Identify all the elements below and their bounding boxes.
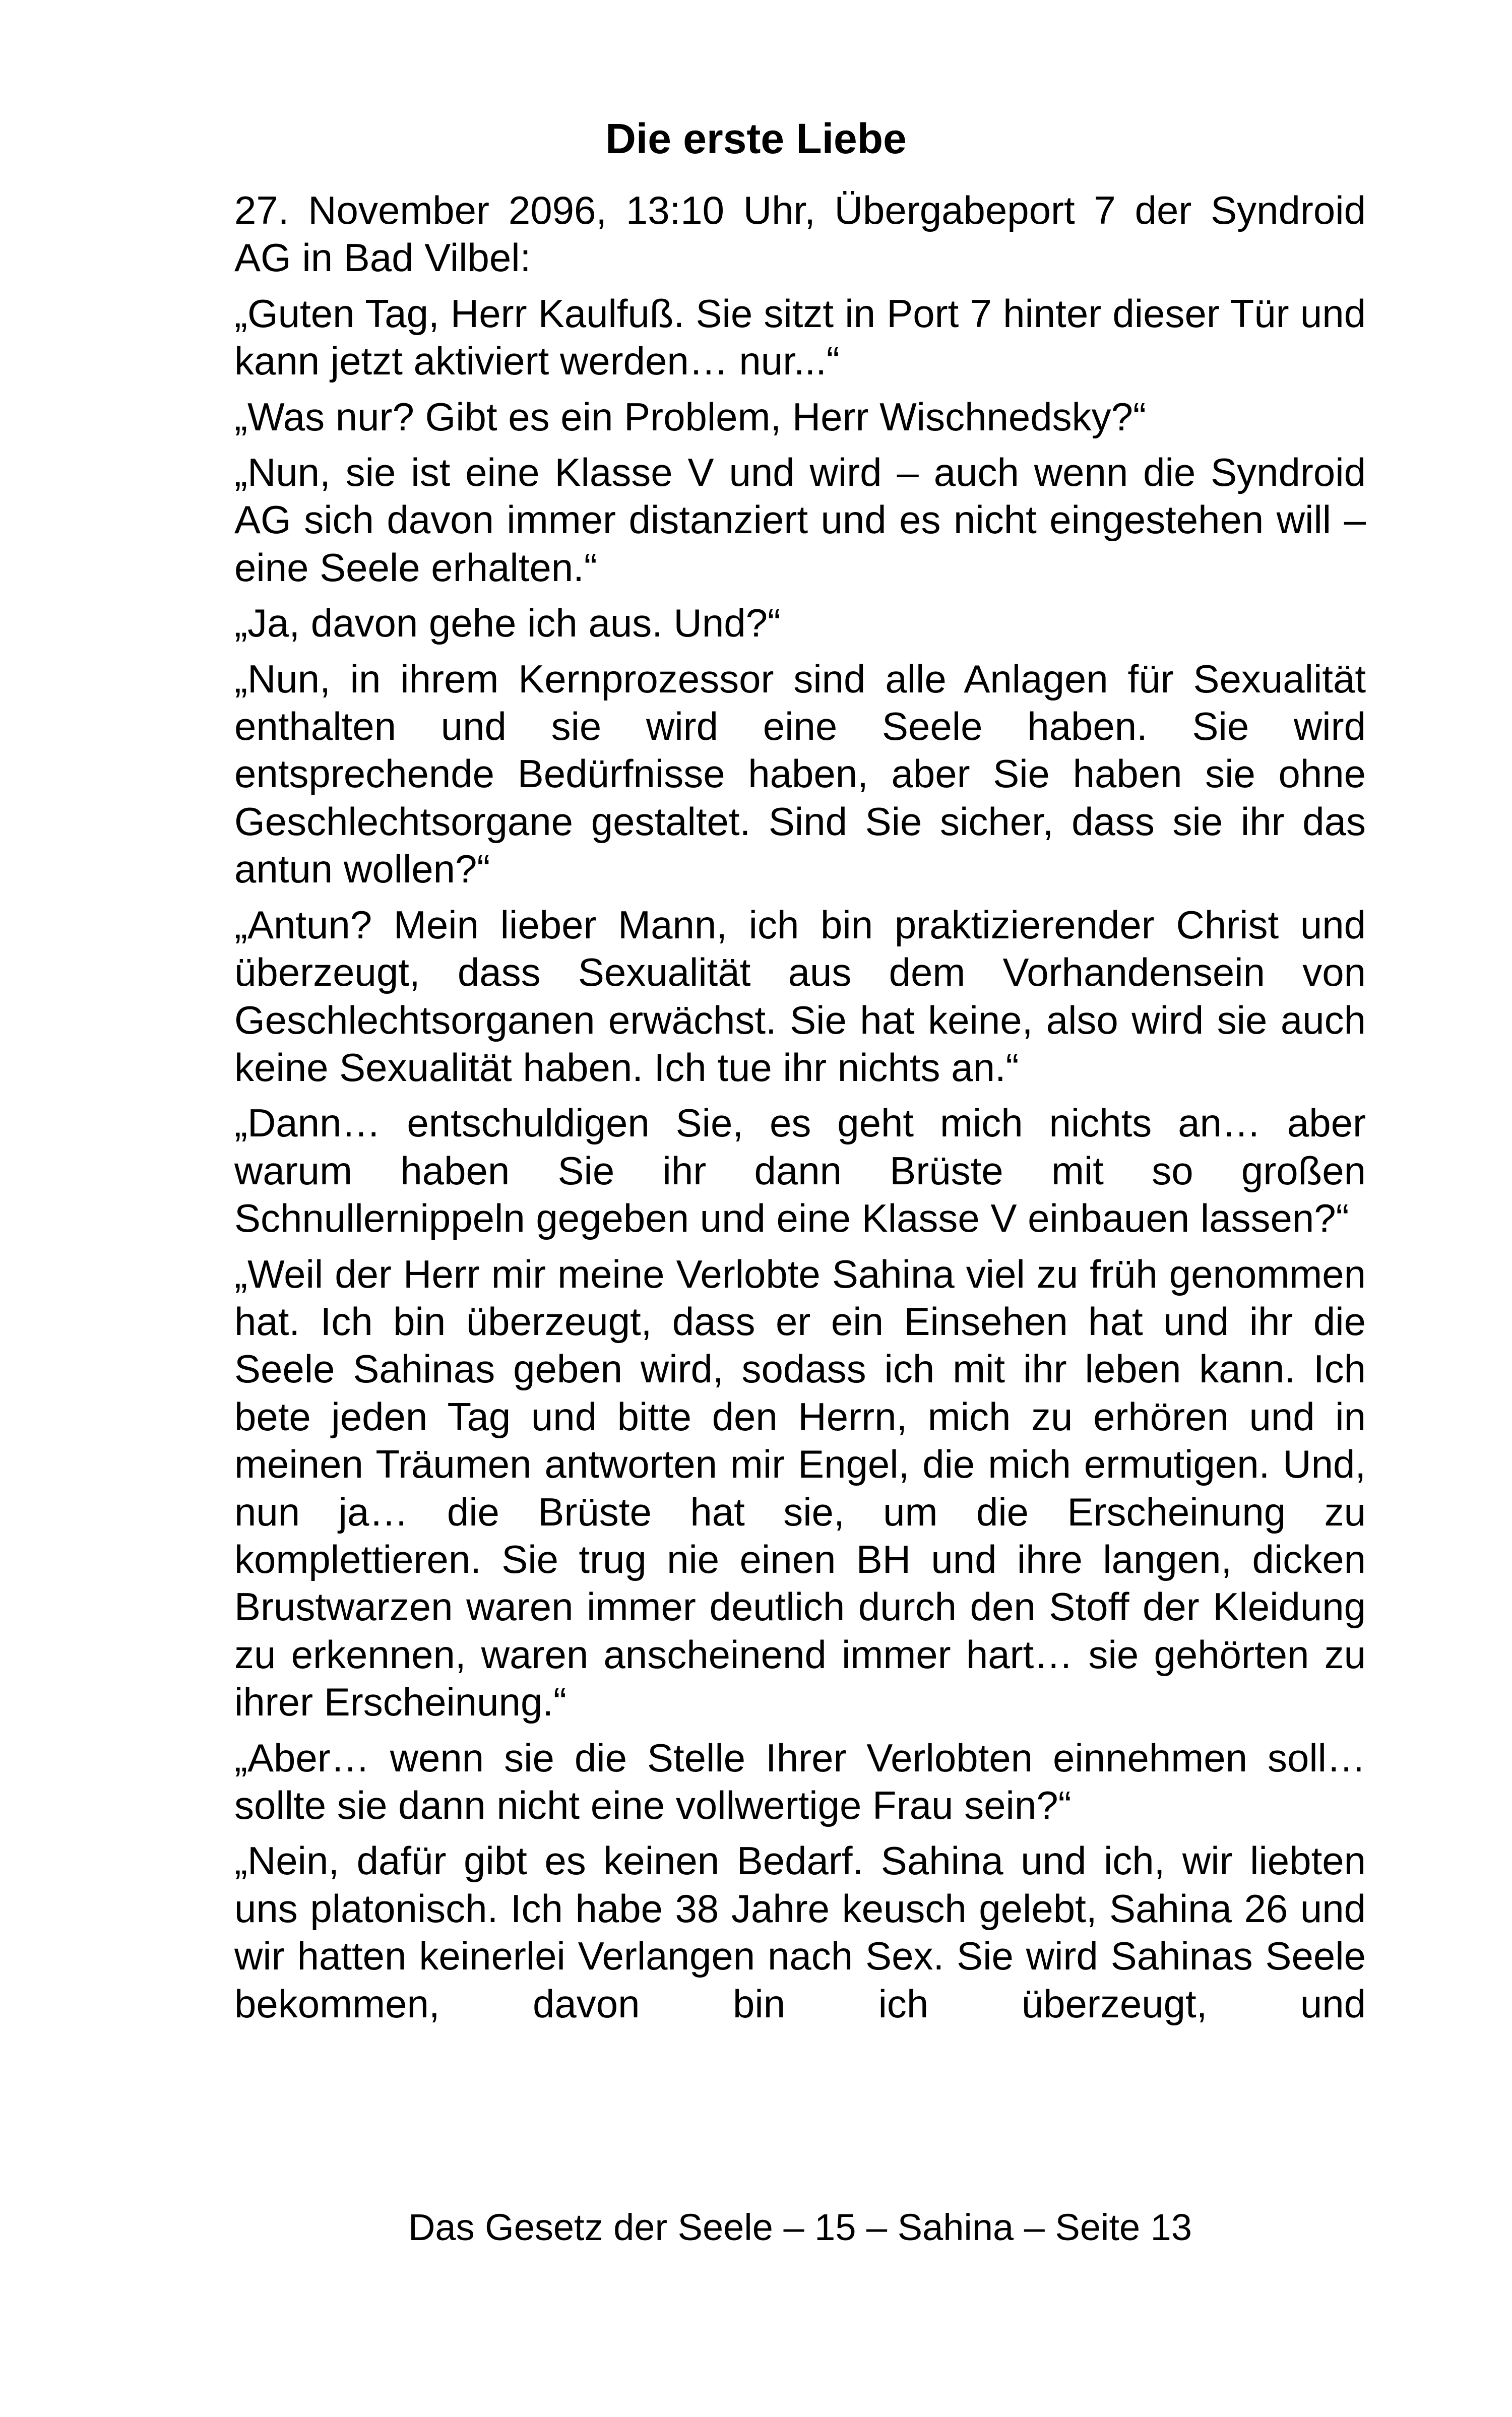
paragraph: „Nein, dafür gibt es keinen Bedarf. Sahina und ich, wir liebten uns platonisch. Ich habe 38 Jahre keusch gelebt, Sahina 26 und wir hatten keinerlei Verlangen nach Sex. Sie wird Sahinas Seele bekommen, davon bin ich überzeugt, und bbox=[234, 1838, 1366, 2026]
paragraph: „Antun? Mein lieber Mann, ich bin praktizierender Christ und überzeugt, dass Sexualität aus dem Vorhandensein von Geschlechtsorganen erwächst. Sie hat keine, also wird sie auch keine Sexualität haben. Ich tue ihr nichts an.“ bbox=[234, 902, 1366, 1090]
page-footer: Das Gesetz der Seele – 15 – Sahina – Seite 13 bbox=[408, 2206, 1192, 2248]
paragraph: „Guten Tag, Herr Kaulfuß. Sie sitzt in Port 7 hinter dieser Tür und kann jetzt aktiviert werden… nur...“ bbox=[234, 291, 1366, 384]
paragraph: „Nun, sie ist eine Klasse V und wird – auch wenn die Syndroid AG sich davon immer distanziert und es nicht eingestehen will – eine Seele erhalten.“ bbox=[234, 450, 1366, 590]
paragraph: 27. November 2096, 13:10 Uhr, Übergabeport 7 der Syndroid AG in Bad Vilbel: bbox=[234, 188, 1366, 280]
chapter-title: Die erste Liebe bbox=[605, 115, 907, 162]
paragraph: „Dann… entschuldigen Sie, es geht mich nichts an… aber warum haben Sie ihr dann Brüste mit so großen Schnullernippeln gegeben und eine Klasse V einbauen lassen?“ bbox=[234, 1101, 1366, 1241]
paragraph: „Aber… wenn sie die Stelle Ihrer Verlobten einnehmen soll… sollte sie dann nicht eine vollwertige Frau sein?“ bbox=[234, 1735, 1366, 1827]
paragraph: „Nun, in ihrem Kernprozessor sind alle Anlagen für Sexualität enthalten und sie wird eine Seele haben. Sie wird entsprechende Bedürfnisse haben, aber Sie haben sie ohne Geschlechtsorgane gestaltet. Sind Sie sicher, dass sie ihr das antun wollen?“ bbox=[234, 656, 1366, 892]
paragraph: „Weil der Herr mir meine Verlobte Sahina viel zu früh genommen hat. Ich bin überzeugt, dass er ein Einsehen hat und ihr die Seele Sahinas geben wird, sodass ich mit ihr leben kann. Ich bete jeden Tag und bitte den Herrn, mich zu erhören und in meinen Träumen antworten mir Engel, die mich ermutigen. Und, nun ja… die Brüste hat sie, um die Erscheinung zu komplettieren. Sie trug nie einen BH und ihre langen, dicken Brustwarzen waren immer deutlich durch den Stoff der Kleidung zu erkennen, waren anscheinend immer hart… sie gehörten zu ihrer Erscheinung.“ bbox=[234, 1251, 1366, 1725]
body-text bbox=[234, 186, 1366, 2036]
paragraph: „Ja, davon gehe ich aus. Und?“ bbox=[234, 601, 781, 646]
paragraph: „Was nur? Gibt es ein Problem, Herr Wischnedsky?“ bbox=[234, 394, 1147, 439]
